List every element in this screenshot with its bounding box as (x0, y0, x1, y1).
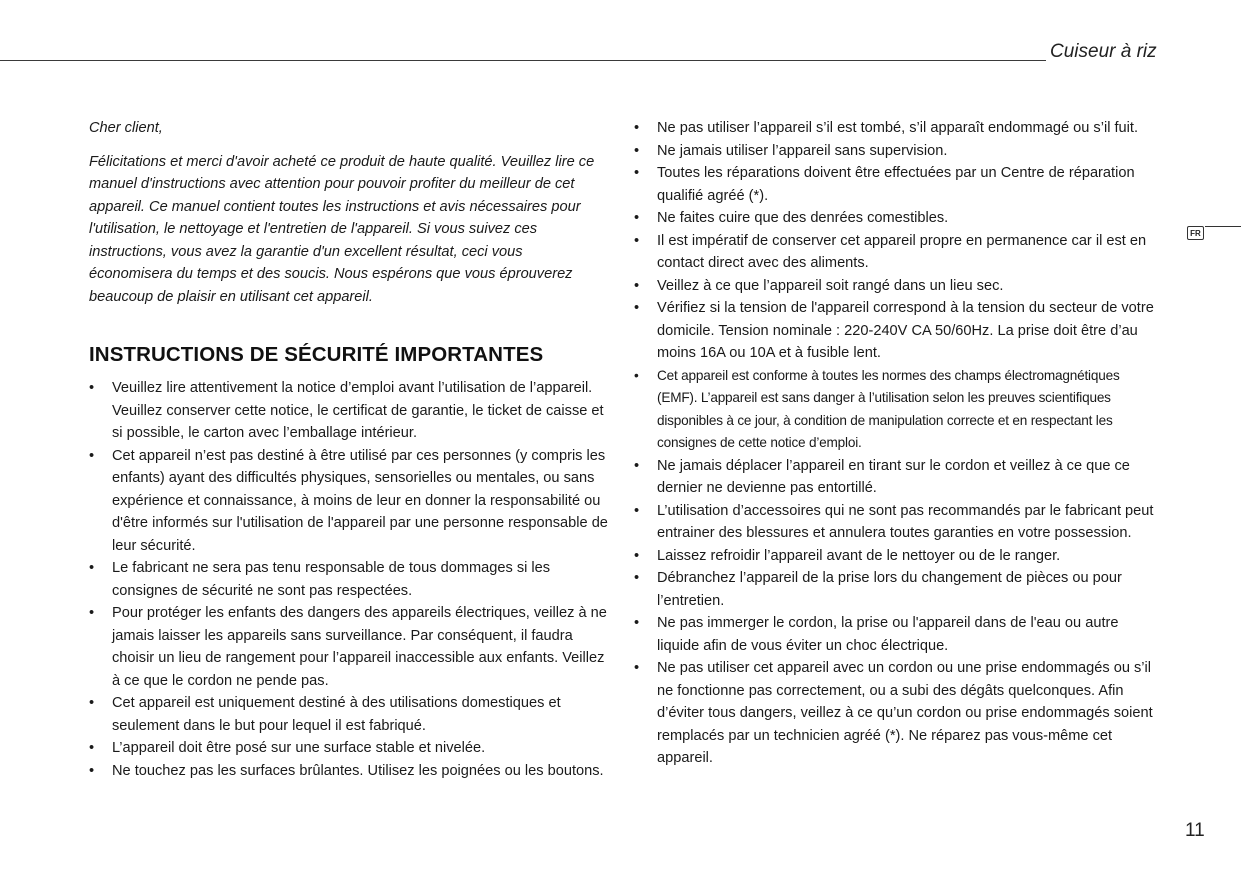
header-title: Cuiseur à riz (1050, 41, 1157, 62)
bullet-icon: • (634, 142, 640, 159)
list-item-text: Toutes les réparations doivent être effectuées par un Centre de réparation qualifié agréé (*). (657, 165, 1135, 204)
header-rule (0, 60, 1046, 61)
bullet-icon: • (634, 502, 640, 519)
list-item-text: Cet appareil n’est pas destiné à être utilisé par ces personnes (y compris les enfants) ayant des difficultés physiques, sensorielles ou mentales, ou sans expérience et connaissance, à moins de leur en donner la responsabilité ou d'être informés sur l'utilisation de l'appareil par une personne responsable de leur sécurité. (112, 447, 608, 554)
list-item (634, 230, 1156, 275)
list-item-text: Le fabricant ne sera pas tenu responsable de tous dommages si les consignes de sécurité ne sont pas respectées. (112, 560, 551, 599)
page-number: 11 (1185, 820, 1205, 841)
salutation: Cher client, (89, 120, 163, 136)
list-item-text: Il est impératif de conserver cet appareil propre en permanence car il est en contact direct avec des aliments. (657, 232, 1147, 271)
list-item (634, 612, 1156, 657)
list-item (634, 567, 1156, 612)
list-item-text: Débranchez l’appareil de la prise lors du changement de pièces ou pour l’entretien. (657, 570, 1122, 609)
bullet-icon: • (89, 560, 95, 576)
bullet-icon: • (634, 547, 640, 564)
list-item (634, 657, 1156, 770)
bullet-icon: • (634, 367, 639, 383)
list-item (89, 760, 609, 783)
language-badge-rule (1205, 226, 1241, 227)
list-item (89, 692, 609, 737)
intro-paragraph: Félicitations et merci d'avoir acheté ce produit de haute qualité. Veuillez lire ce manuel d'instructions avec attention pour pouvoir profiter du meilleur de cet appareil. Ce manuel contient toutes les instructions et avis nécessaires pour l'utilisation, le nettoyage et l'entretien de l'appareil. Si vous suivez ces instructions, vous avez la garantie d'un excellent résultat, ceci vous économisera du temps et des soucis. Nous espérons que vous éprouverez beaucoup de plaisir en utilisant cet appareil. (89, 153, 595, 305)
list-item-text: Ne touchez pas les surfaces brûlantes. Utilisez les poignées ou les boutons. (112, 762, 604, 779)
list-item-text: Vérifiez si la tension de l'appareil correspond à la tension du secteur de votre domicile. Tension nominale : 220-240V CA 50/60Hz. La prise doit être d’au moins 16A ou 10A et à fusible lent. (657, 300, 1154, 361)
bullet-icon: • (634, 277, 640, 294)
left-column (89, 117, 609, 782)
bullet-icon: • (89, 447, 95, 464)
list-item (89, 445, 609, 558)
list-item-text: Cet appareil est uniquement destiné à des utilisations domestiques et seulement dans le but pour lequel il est fabriqué. (112, 695, 561, 734)
list-item-text: Ne jamais déplacer l’appareil en tirant sur le cordon et veillez à ce que ce dernier ne devienne pas entortillé. (657, 457, 1130, 496)
list-item (634, 140, 1156, 163)
bullet-icon: • (634, 615, 640, 631)
language-badge: FR (1187, 226, 1204, 240)
bullet-icon: • (634, 660, 640, 676)
list-item (634, 455, 1156, 500)
bullet-icon: • (634, 120, 640, 136)
list-item-text: Ne pas utiliser cet appareil avec un cordon ou une prise endommagés ou s’il ne fonctionne pas correctement, ou a subi des dégâts quelconques. Afin d’éviter tous dangers, veillez à ce qu’un cordon ou prise endommagés soient remplacés par un technicien agréé (*). Ne réparez pas vous-même cet appareil. (657, 660, 1153, 766)
bullet-icon: • (89, 762, 95, 779)
bullet-icon: • (634, 570, 640, 586)
list-item-text: Pour protéger les enfants des dangers des appareils électriques, veillez à ne jamais laisser les appareils sans surveillance. Par conséquent, il faudra choisir un lieu de rangement pour l’appareil inaccessible aux enfants. Veillez à ce que le cordon ne pende pas. (112, 605, 607, 689)
list-item-text: Laissez refroidir l’appareil avant de le nettoyer ou de le ranger. (657, 547, 1061, 564)
list-item-text: Ne pas utiliser l’appareil s’il est tombé, s’il apparaît endommagé ou s’il fuit. (657, 120, 1139, 136)
list-item (634, 545, 1156, 568)
list-item-text: Ne jamais utiliser l’appareil sans supervision. (657, 142, 948, 159)
safety-list-right (634, 117, 1156, 770)
bullet-icon: • (89, 740, 95, 756)
list-item (634, 365, 1156, 455)
bullet-icon: • (89, 380, 95, 396)
list-item-text: Ne faites cuire que des denrées comestibles. (657, 210, 949, 226)
list-item (89, 602, 609, 692)
bullet-icon: • (89, 605, 95, 621)
safety-list-left (89, 377, 609, 782)
list-item (634, 162, 1156, 207)
bullet-icon: • (89, 695, 95, 711)
list-item (89, 377, 609, 445)
right-column (634, 117, 1156, 770)
list-item-text: Cet appareil est conforme à toutes les normes des champs électromagnétiques (EMF). L’appareil est sans danger à l’utilisation selon les preuves scientifiques disponibles à ce jour, à condition de manipulation correcte et en respectant les consignes de cette notice d’emploi. (657, 367, 1120, 450)
bullet-icon: • (634, 165, 640, 181)
list-item-text: Ne pas immerger le cordon, la prise ou l'appareil dans de l'eau ou autre liquide afin de vous éviter un choc électrique. (657, 615, 1119, 654)
list-item-text: L’utilisation d’accessoires qui ne sont pas recommandés par le fabricant peut entrainer des blessures et annulera toutes garanties en votre possession. (657, 502, 1154, 541)
list-item (89, 737, 609, 760)
list-item (634, 275, 1156, 298)
bullet-icon: • (634, 457, 640, 474)
list-item (89, 557, 609, 602)
bullet-icon: • (634, 232, 640, 249)
list-item (634, 117, 1156, 140)
list-item-text: L’appareil doit être posé sur une surface stable et nivelée. (112, 740, 486, 756)
list-item (634, 207, 1156, 230)
bullet-icon: • (634, 210, 640, 226)
list-item-text: Veuillez lire attentivement la notice d’emploi avant l’utilisation de l’appareil. Veuillez conserver cette notice, le certificat de garantie, le ticket de caisse et si possible, le carton avec l’emballage intérieur. (112, 380, 604, 441)
bullet-icon: • (634, 300, 640, 316)
section-heading: INSTRUCTIONS DE SÉCURITÉ IMPORTANTES (89, 343, 544, 366)
list-item-text: Veillez à ce que l’appareil soit rangé dans un lieu sec. (657, 277, 1004, 294)
list-item (634, 500, 1156, 545)
list-item (634, 297, 1156, 365)
